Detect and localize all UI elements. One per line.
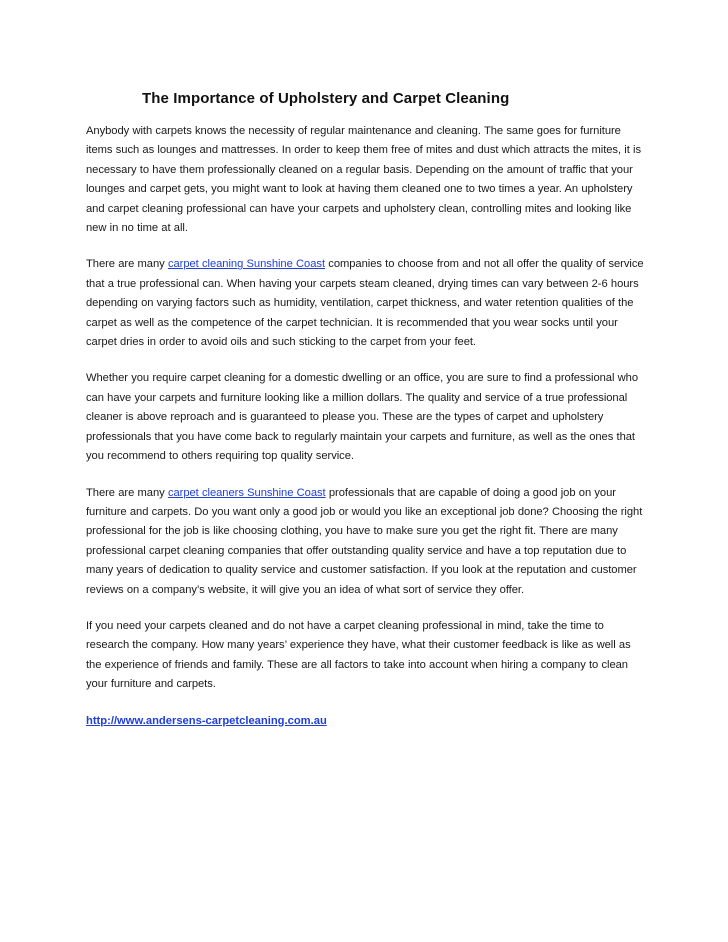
carpet-cleaners-sunshine-coast-link[interactable]: carpet cleaners Sunshine Coast bbox=[167, 486, 326, 499]
carpet-cleaning-sunshine-coast-link[interactable]: carpet cleaning Sunshine Coast bbox=[167, 258, 326, 271]
document-page bbox=[86, 88, 646, 731]
website-url-link[interactable]: http://www.andersens-carpetcleaning.com.au bbox=[86, 714, 327, 727]
paragraph-4-text-before: There are many bbox=[86, 486, 168, 499]
website-url bbox=[86, 712, 646, 731]
paragraph-2-text-before: There are many bbox=[86, 258, 168, 271]
paragraph-4-text-after: professionals that are capable of doing a good job on your furniture and carpets. Do you want only a good job or would you like an exceptional job done? Choosing the right professional for the job is like choosing clothing, you have to make sure you get the right fit. There are many professional carpet cleaning companies that offer outstanding quality service and have a top reputation due to many years of dedication to quality service and customer satisfaction. If you look at the reputation and customer reviews on a company’s website, it will give you an idea of what sort of service they offer. bbox=[86, 486, 643, 596]
paragraph-2 bbox=[86, 255, 646, 352]
paragraph-2-text-after: companies to choose from and not all offer the quality of service that a true professional can. When having your carpets steam cleaned, drying times can vary between 2-6 hours depending on varying factors such as humidity, ventilation, carpet thickness, and water retention qualities of the carpet as well as the competence of the carpet technician. It is recommended that you wear socks until your carpet dries in order to avoid oils and such sticking to the carpet from your feet. bbox=[86, 258, 644, 349]
page-title: The Importance of Upholstery and Carpet Cleaning bbox=[142, 90, 510, 107]
paragraph-5: If you need your carpets cleaned and do not have a carpet cleaning professional in mind, take the time to research the company. How many years’ experience they have, what their customer feedback is like as well as the experience of friends and family. These are all factors to take into account when hiring a company to clean your furniture and carpets. bbox=[86, 619, 631, 691]
paragraph-1: Anybody with carpets knows the necessity of regular maintenance and cleaning. The same goes for furniture items such as lounges and mattresses. In order to keep them free of mites and dust which attracts the mites, it is necessary to have them professionally cleaned on a regular basis. Depending on the amount of traffic that your lounges and carpet gets, you might want to look at having them cleaned one to two times a year. An upholstery and carpet cleaning professional can have your carpets and upholstery clean, controlling mites and looking like new in no time at all. bbox=[86, 125, 642, 235]
paragraph-3: Whether you require carpet cleaning for a domestic dwelling or an office, you are sure to find a professional who can have your carpets and furniture looking like a million dollars. The quality and service of a true professional cleaner is above reproach and is guaranteed to please you. These are the types of carpet and upholstery professionals that you have come back to regularly maintain your carpets and furniture, as well as the ones that you recommend to others requiring top quality service. bbox=[86, 372, 639, 463]
paragraph-4 bbox=[86, 484, 646, 600]
